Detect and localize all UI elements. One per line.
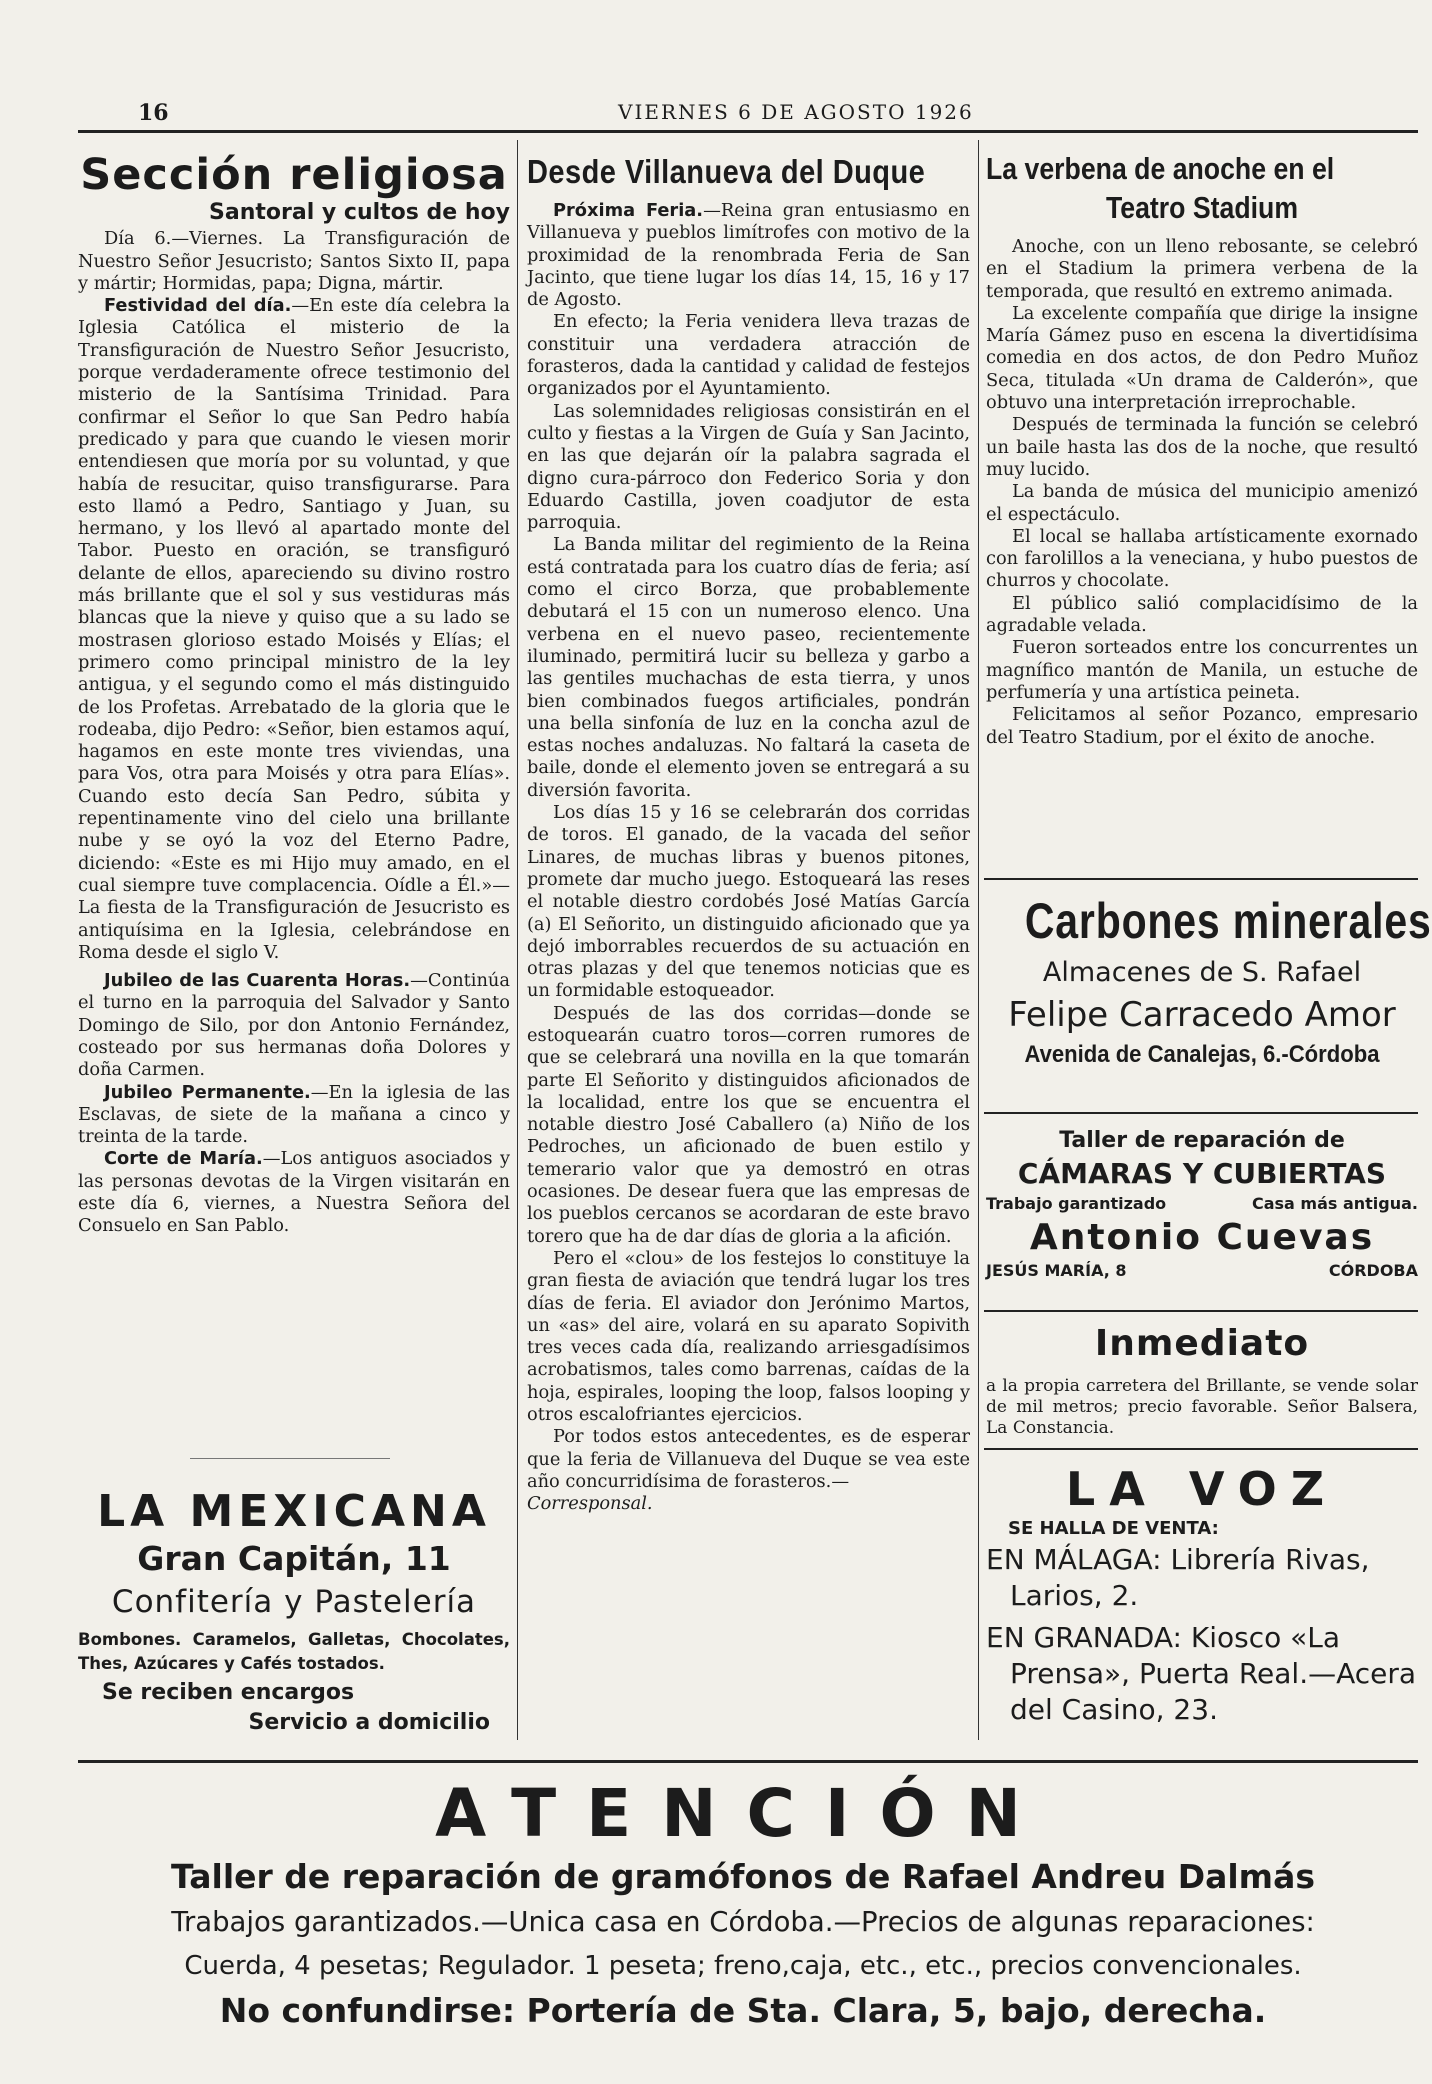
camaras-line1: Taller de reparación de (1059, 1128, 1345, 1153)
verbena-p5: El local se hallaba artísticamente exornado con farolillos a la veneciana, y hubo puestos de churros y chocolate. (986, 525, 1418, 592)
mexicana-products: Bombones. Caramelos, Galletas, Chocolates, Thes, Azúcares y Cafés tostados. (78, 1630, 510, 1673)
permanente-label: Jubileo Permanente. (104, 1081, 311, 1103)
permanente-paragraph (78, 1082, 510, 1149)
villanueva-p5: Los días 15 y 16 se celebrarán dos corridas de toros. El ganado, de la vacada del señor Linares, de muchas libras y buenos pitones, promete dar mucho juego. Estoqueará las reses el notable diestro cordobés José Matías García (a) El Señorito, un distinguido aficionado que ya dejó imborrables recuerdos de su actuación en otras plazas y del que tenemos noticias que es un formidable estoqueador. (527, 802, 970, 1002)
villanueva-p2: En efecto; la Feria venidera lleva trazas de constituir una verdadera atracción de forasteros, dada la cantidad y calidad de festejos organizados por el Ayuntamiento. (527, 311, 970, 400)
atencion-line2: Trabajos garantizados.—Unica casa en Córdoba.—Precios de algunas reparaciones: (171, 1906, 1315, 1938)
col3-rule-3 (984, 1310, 1418, 1312)
ad-inmediato (986, 1320, 1418, 1440)
lavoz-title: LA VOZ (1065, 1462, 1339, 1516)
camaras-address (986, 1260, 1418, 1282)
camaras-street: JESÚS MARÍA, 8 (986, 1261, 1127, 1280)
lavoz-sub: SE HALLA DE VENTA: (1008, 1518, 1219, 1539)
villanueva-p6: Después de las dos corridas—donde se estoquearán cuatro toros—corren rumores de que se celebrará una novilla en la que tomarán parte El Señorito y distinguidos aficionados de la localidad, entre los que se encuentra el notable diestro José Caballero (a) Niño de los Pedroches, un aficionado de buen estilo y temerario valor que ya demostró en otras ocasiones. De desear fuera que las empresas de los pueblos cercanos se acordaran de este bravo torero que ha de dar días de gloria a la afición. (527, 1002, 970, 1247)
verbena-title-line2: Teatro Stadium (1105, 190, 1299, 225)
santoral-subtitle: Santoral y cultos de hoy (209, 200, 510, 225)
column-religiosa (78, 150, 510, 1238)
col1-end-rule (190, 1458, 390, 1459)
camaras-city: CÓRDOBA (1328, 1261, 1418, 1280)
verbena-p7: Fueron sorteados entre los concurrentes un magnífico mantón de Manila, un estuche de perfumería y una artística peineta. (986, 637, 1418, 703)
atencion-top-rule (78, 1760, 1418, 1763)
verbena-title-line1: La verbena de anoche en el (986, 151, 1335, 186)
ad-la-voz (986, 1462, 1418, 1742)
camaras-tagline (986, 1192, 1418, 1216)
carbones-line3: Avenida de Canalejas, 6.-Córdoba (1024, 1041, 1380, 1068)
corte-label: Corte de María. (104, 1148, 263, 1170)
villanueva-signature: Corresponsal. (527, 1493, 653, 1515)
permanente-text: —En la iglesia de las Esclavas, de siete de la mañana a cinco y treinta de la tarde. (78, 1081, 510, 1148)
jubileo-label: Jubileo de las Cuarenta Horas. (104, 970, 411, 992)
villanueva-lead (527, 200, 970, 311)
jubileo-paragraph (78, 970, 510, 1081)
mexicana-address: Gran Capitán, 11 (137, 1539, 451, 1578)
column-villanueva (527, 150, 970, 1516)
villanueva-p3: Las solemnidades religiosas consistirán en el culto y fiestas a la Virgen de Guía y San Jacinto, en las que dejarán oír la palabra sagrada el digno cura-párroco don Federico Soria y don Eduardo Castilla, joven coadjutor de esta parroquia. (527, 400, 970, 534)
ad-camaras (986, 1126, 1418, 1296)
villanueva-p7: Pero el «clou» de los festejos lo constituye la gran fiesta de aviación que tendrá lugar los tres días de feria. El aviador don Jerónimo Martos, un «as» del aire, volará en su aparato Sopivith tres veces cada día, realizando arriesgadísimos acrobatismos, tales como barrenas, caídas de la hoja, espirales, looping the loop, falsos looping y otros escalofriantes ejercicios. (527, 1247, 970, 1426)
verbena-p2: La excelente compañía que dirige la insigne María Gámez puso en escena la divertidísima comedia en dos actos, de don Pedro Muñoz Seca, titulada «Un drama de Calderón», que obtuvo una interpretación irreprochable. (986, 302, 1418, 414)
carbones-line1: Almacenes de S. Rafael (1042, 957, 1362, 988)
jubileo-text: —Continúa el turno en la parroquia del Salvador y Santo Domingo de Silo, por don Antonio Fernández, costeado por sus hermanas doña Dolores y doña Carmen. (78, 970, 510, 1081)
issue-date: VIERNES 6 DE AGOSTO 1926 (618, 100, 974, 124)
verbena-p3: Después de terminada la función se celebró un baile hasta las dos de la noche, que resultó muy lucido. (986, 414, 1418, 480)
atencion-line4: No confundirse: Portería de Sta. Clara, 5, bajo, derecha. (219, 1991, 1267, 2030)
lavoz-granada: EN GRANADA: Kiosco «La Prensa», Puerta Real.—Acera del Casino, 23. (986, 1621, 1417, 1726)
verbena-p1: Anoche, con un lleno rebosante, se celebró en el Stadium la primera verbena de la temporada, que resultó en extremo animada. (986, 236, 1418, 302)
carbones-line2: Felipe Carracedo Amor (1008, 995, 1396, 1035)
column-verbena (986, 150, 1418, 749)
verbena-p6: El público salió complacidísimo de la agradable velada. (986, 592, 1418, 637)
inmediato-text: a la propia carretera del Brillante, se vende solar de mil metros; precio favorable. Señor Balsera, La Constancia. (986, 1376, 1418, 1438)
camaras-right: Casa más antigua. (1251, 1194, 1418, 1213)
camaras-name: Antonio Cuevas (1029, 1217, 1375, 1258)
atencion-title: ATENCIÓN (435, 1775, 1051, 1852)
villanueva-p4: La Banda militar del regimiento de la Reina está contratada para los cuatro días de feria; así como el circo Borza, que probablemente debutará el 15 con un numeroso elenco. Una verbena en el nuevo paseo, recientemente iluminado, permitirá lucir su belleza y garbo a las gentiles muchachas de esta tierra, y unos bien combinados fuegos artificiales, pondrán una bella sinfonía de luz en la concha azul de estas noches andaluzas. No faltará la caseta de baile, donde el elemento joven se entregará a su diversión favorita. (527, 534, 970, 801)
page-number: 16 (138, 100, 169, 126)
verbena-p8: Felicitamos al señor Pozanco, empresario del Teatro Stadium, por el éxito de anoche. (986, 704, 1418, 748)
lavoz-malaga: EN MÁLAGA: Librería Rivas, Larios, 2. (986, 1543, 1370, 1612)
festividad-label: Festividad del día. (104, 295, 292, 317)
villanueva-p8: Por todos estos antecedentes, es de esperar que la feria de Villanueva del Duque se vea este año concurridísima de forasteros.— (527, 1426, 970, 1492)
col3-rule-1 (984, 878, 1418, 880)
col3-rule-2 (984, 1112, 1418, 1114)
column-separator-1 (517, 140, 518, 1740)
corte-text: —Los antiguos asociados y las personas devotas de la Virgen visitarán en este día 6, viernes, a Nuestra Señora del Consuelo en San Pablo. (78, 1148, 510, 1237)
mexicana-name: LA MEXICANA (97, 1486, 491, 1537)
proxima-feria-label: Próxima Feria. (553, 200, 704, 221)
corte-paragraph (78, 1148, 510, 1237)
column-separator-2 (978, 140, 979, 1740)
villanueva-p1: —Reina gran entusiasmo en Villanueva y pueblos limítrofes con motivo de la proximidad de la renombrada Feria de San Jacinto, que tiene lugar los días 14, 15, 16 y 17 de Agosto. (527, 200, 970, 311)
mexicana-orders: Se reciben encargos (102, 1680, 355, 1705)
festividad-paragraph (78, 295, 510, 964)
festividad-text: —En este día celebra la Iglesia Católica el misterio de la Transfiguración de Nuestro Señor Jesucristo, porque verdaderamente ofrece testimonio del misterio de la Santísima Trinidad. Para confirmar el Señor lo que San Pedro había predicado y para que cuando le viesen morir entendiesen que moría por su voluntad, y que había de resucitar, quiso transfigurarse. Para esto llamó a Pedro, Santiago y Juan, su hermano, y los llevó al apartado monte del Tabor. Puesto en oración, se transfiguró delante de ellos, apareciendo su divino rostro más brillante que el sol y sus vestiduras más blancas que la nieve y quiso que a su lado se mostrasen glorioso estado Moisés y Elías; el primero como principal ministro de la ley antigua, y el segundo como el más distinguido de los Profetas. Arrebatado de la gloria que le rodeaba, dijo Pedro: «Señor, bien estamos aquí, hagamos en este monte tres viviendas, una para Vos, otra para Moisés y otra para Elías». Cuando esto decía San Pedro, súbita y repentinamente vino del cielo una brillante nube y se oyó la voz del Eterno Padre, diciendo: «Este es mi Hijo muy amado, en el cual siempre tuve complacencia. Oídle a Él.»—La fiesta de la Transfiguración de Jesucristo es antiquísima en la Iglesia, celebrándose en Roma desde el siglo V. (78, 295, 510, 963)
camaras-line2: CÁMARAS Y CUBIERTAS (1017, 1157, 1387, 1190)
ad-carbones (986, 888, 1432, 1098)
col3-rule-4 (984, 1448, 1418, 1450)
carbones-title: Carbones minerales (1024, 893, 1432, 949)
atencion-line3: Cuerda, 4 pesetas; Regulador. 1 peseta; freno,caja, etc., etc., precios convencionales. (184, 1951, 1302, 1981)
ad-atencion (78, 1774, 1408, 2074)
mexicana-delivery: Servicio a domicilio (248, 1710, 490, 1735)
section-title-religiosa: Sección religiosa (80, 150, 508, 200)
camaras-left: Trabajo garantizado (986, 1194, 1167, 1213)
verbena-p4: La banda de música del municipio amenizó el espectáculo. (986, 481, 1418, 525)
mexicana-kind: Confitería y Pastelería (111, 1584, 477, 1620)
section-title-villanueva: Desde Villanueva del Duque (527, 153, 926, 190)
santoral-text: Día 6.—Viernes. La Transfiguración de Nuestro Señor Jesucristo; Santos Sixto II, papa y mártir; Hormidas, papa; Digna, mártir. (78, 228, 510, 294)
page-header (138, 100, 1418, 126)
inmediato-title: Inmediato (1094, 1323, 1310, 1364)
header-rule (78, 130, 1418, 133)
ad-la-mexicana (78, 1486, 510, 1756)
atencion-line1: Taller de reparación de gramófonos de Rafael Andreu Dalmás (171, 1857, 1315, 1896)
